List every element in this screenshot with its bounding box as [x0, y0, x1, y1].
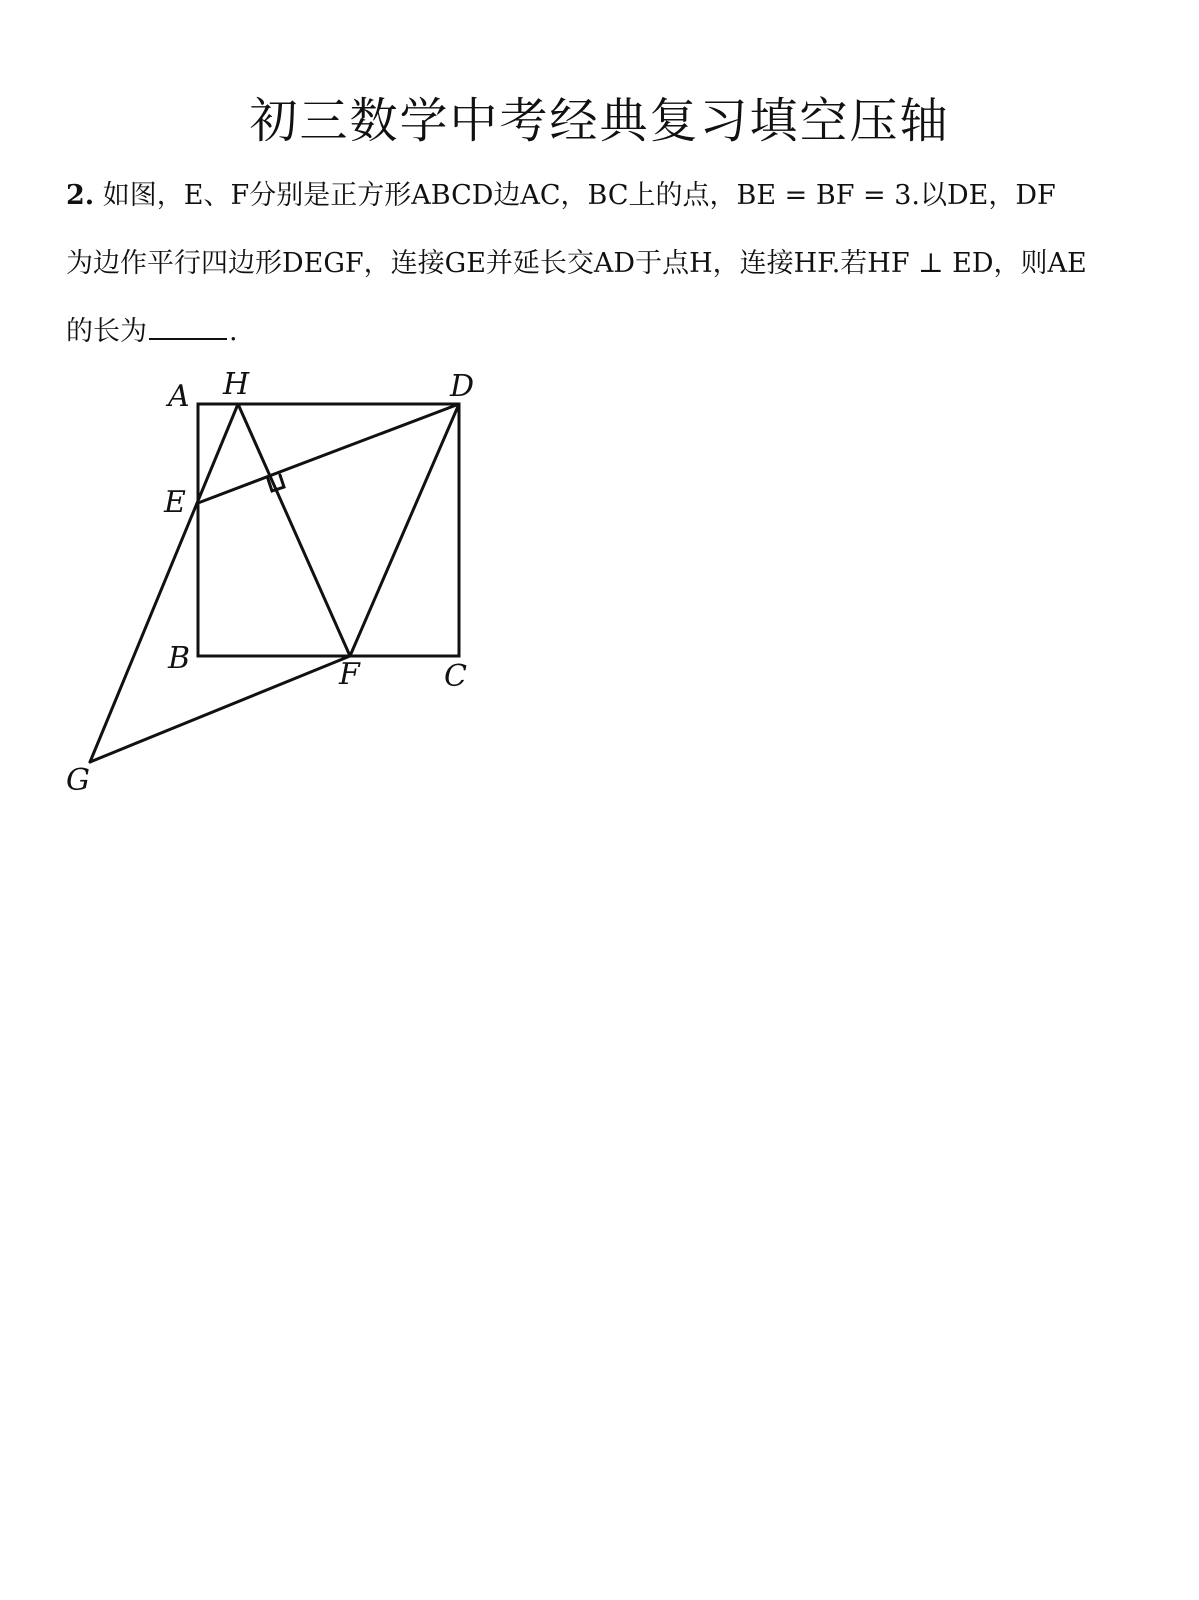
problem-number: 2. [66, 180, 95, 211]
label-d: D [450, 369, 475, 404]
problem-line-3-end: . [229, 316, 238, 347]
page-title: 初三数学中考经典复习填空压轴 [249, 93, 950, 149]
problem-line-3-text: 的长为 [66, 316, 147, 347]
label-c: C [444, 659, 467, 694]
problem-line-1-text: 如图，E、F分别是正方形ABCD边AC，BC上的点，BE = BF = 3.以DE，DF [102, 180, 1056, 211]
label-h: H [223, 367, 250, 402]
segment-gf [90, 656, 350, 762]
segment-ed [198, 404, 459, 503]
square-abcd [198, 404, 459, 656]
label-b: B [168, 641, 191, 676]
label-g: G [66, 763, 90, 798]
label-a: A [168, 379, 190, 414]
segment-hf [238, 404, 350, 656]
label-e: E [164, 485, 186, 520]
segment-df [350, 404, 459, 656]
problem-line-2: 为边作平行四边形DEGF，连接GE并延长交AD于点H，连接HF.若HF ⊥ ED，则AE [66, 248, 1087, 279]
label-f: F [339, 657, 360, 692]
segment-hg [90, 404, 238, 762]
